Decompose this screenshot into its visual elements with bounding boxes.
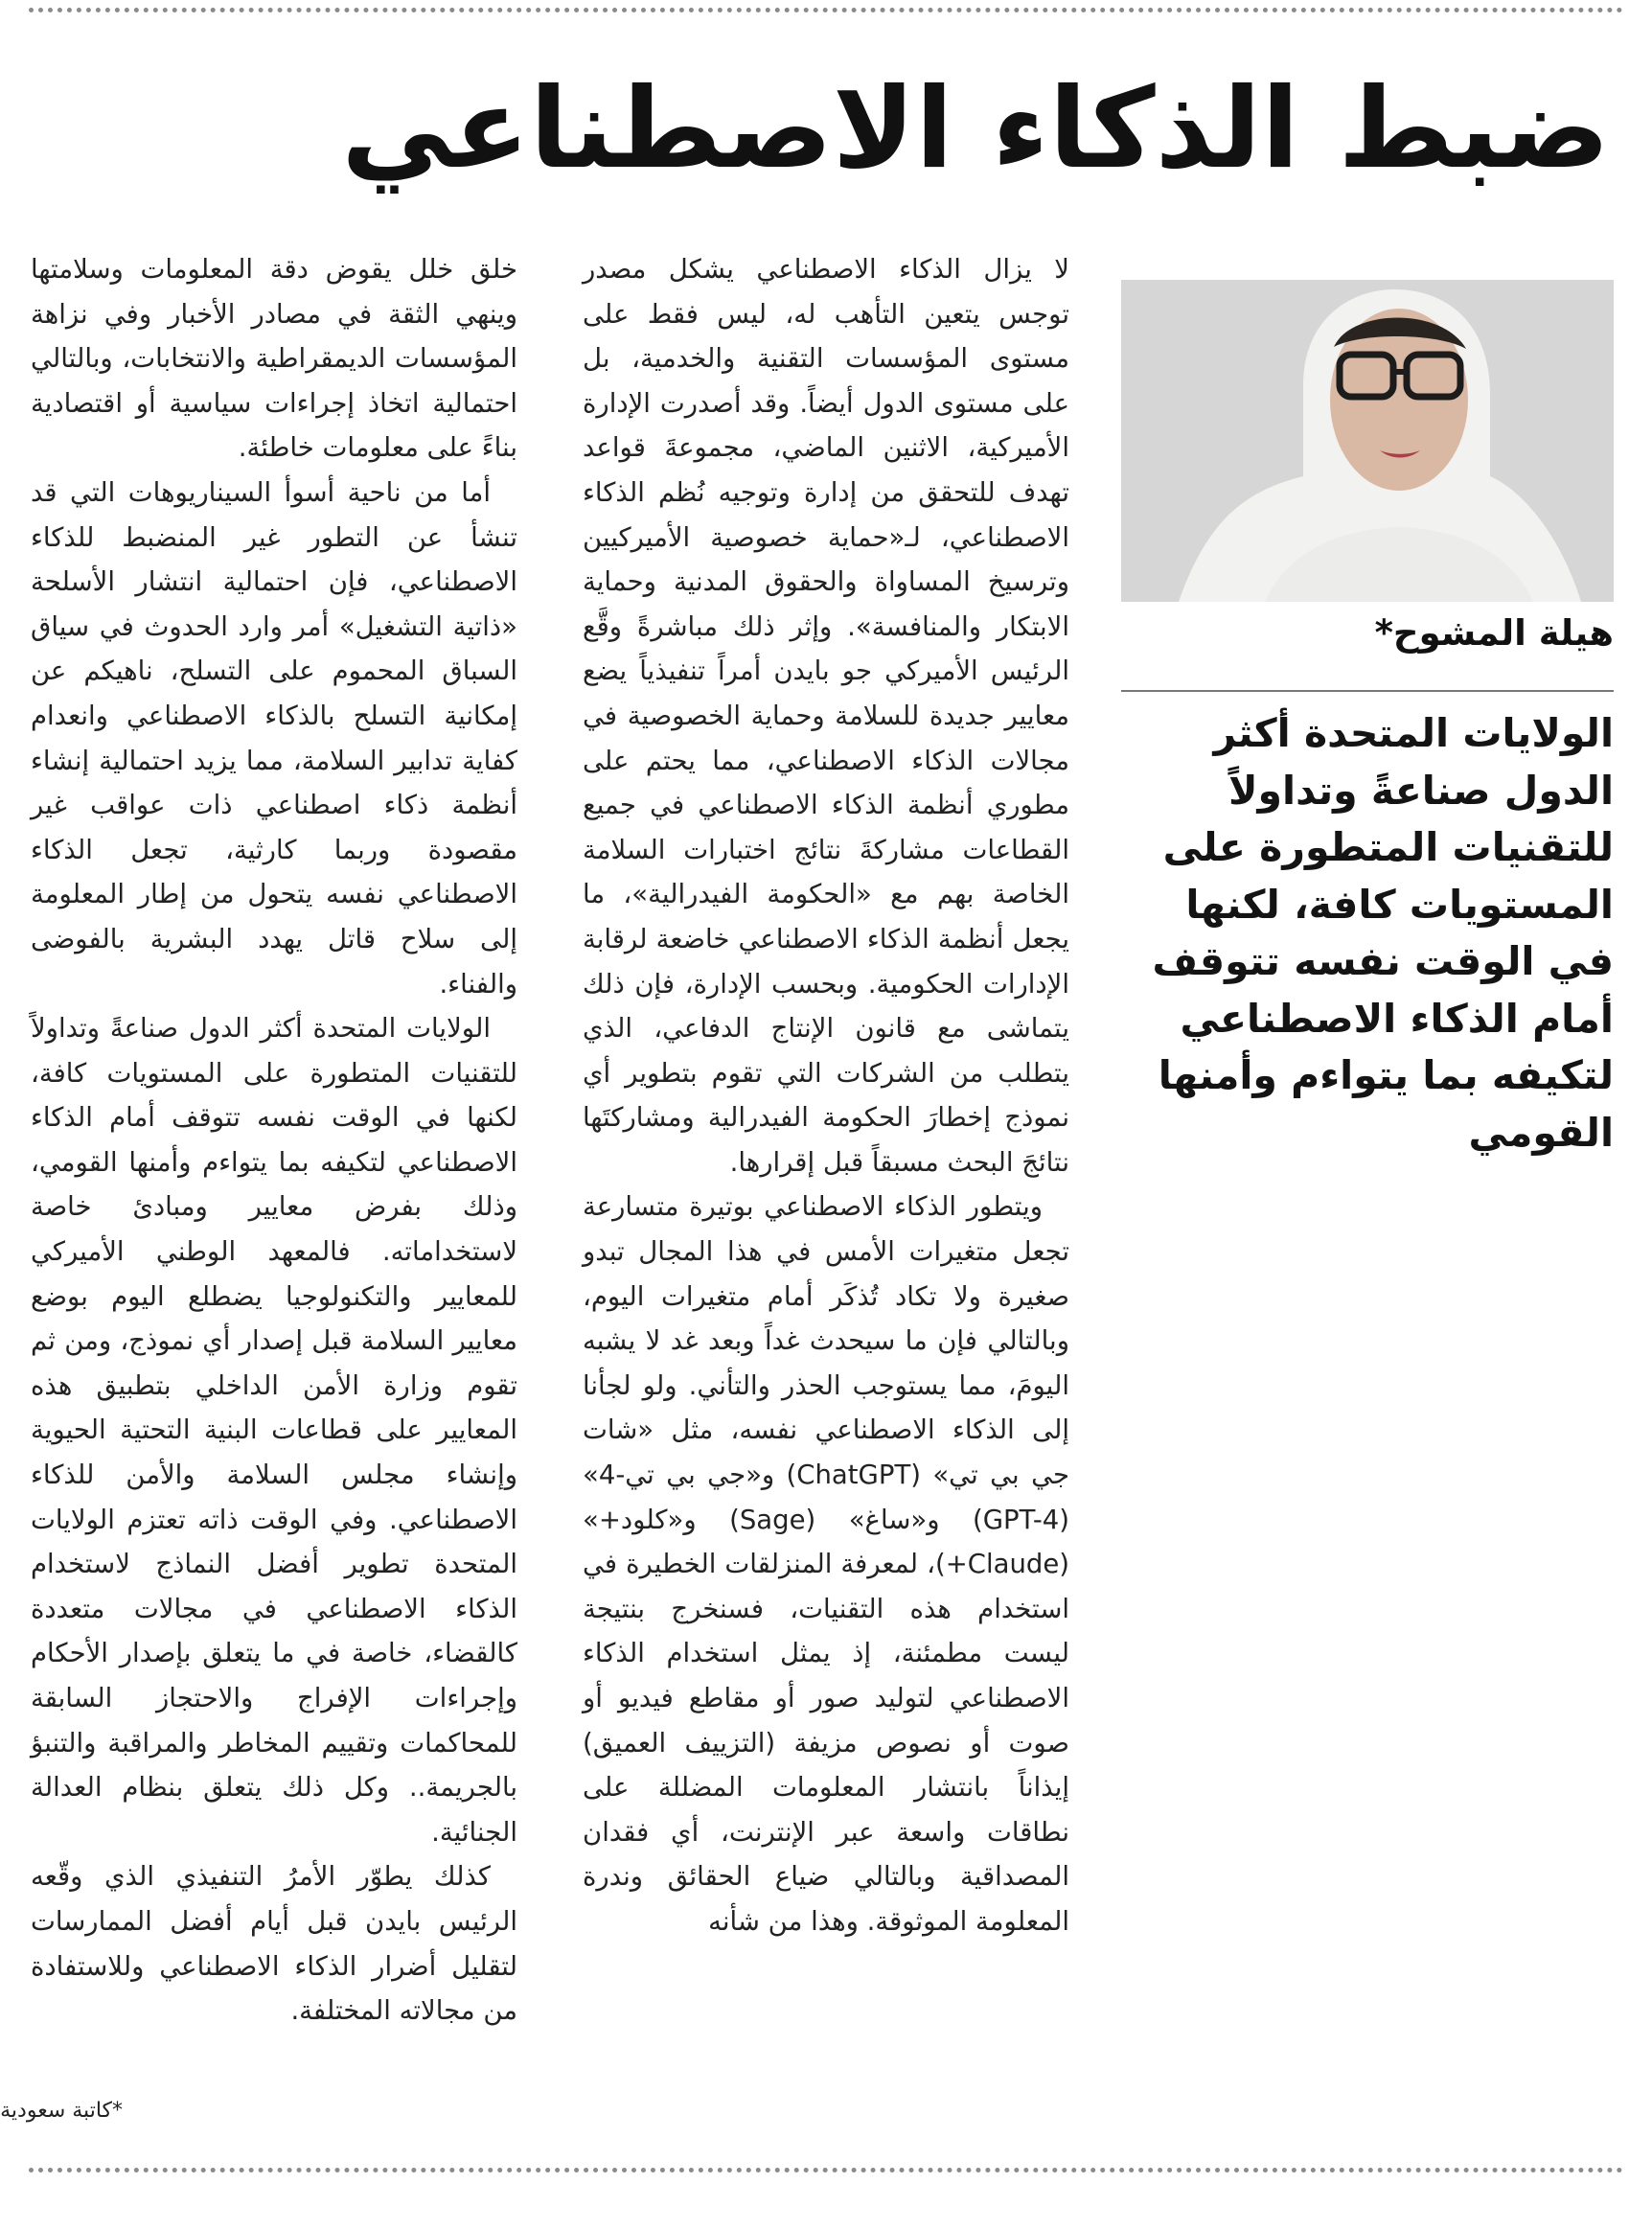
- article-paragraph: أما من ناحية أسوأ السيناريوهات التي قد تنشأ عن التطور غير المنضبط للذكاء الاصطناعي، فإن احتمالية انتشار الأسلحة «ذاتية التشغيل» أمر وارد الحدوث في سياق السباق المحموم على التسلح، ناهيكم عن إمكانية التسلح بالذكاء الاصطناعي وانعدام كفاية تدابير السلامة، مما يزيد احتمالية إنشاء أنظمة ذكاء اصطناعي ذات عواقب غير مقصودة وربما كارثية، تجعل الذكاء الاصطناعي نفسه يتحول من إطار المعلومة إلى سلاح قاتل يهدد البشرية بالفوضى والفناء.: [31, 476, 517, 1000]
- bottom-dotted-border: [29, 2168, 1623, 2173]
- article-column-left: [31, 247, 517, 2034]
- article-paragraph: لا يزال الذكاء الاصطناعي يشكل مصدر توجس يتعين التأهب له، ليس فقط على مستوى المؤسسات التقنية والخدمية، بل على مستوى الدول أيضاً. وقد أصدرت الإدارة الأميركية، الاثنين الماضي، مجموعةَ قواعد تهدف للتحقق من إدارة وتوجيه نُظم الذكاء الاصطناعي، لـ«حماية خصوصية الأميركيين وترسيخ المساواة والحقوق المدنية وحماية الابتكار والمنافسة». وإثر ذلك مباشرةً وقَّع الرئيس الأميركي جو بايدن أمراً تنفيذياً يضع معايير جديدة للسلامة وحماية الخصوصية في مجالات الذكاء الاصطناعي، مما يحتم على مطوري أنظمة الذكاء الاصطناعي في جميع القطاعات مشاركةَ نتائج اختبارات السلامة الخاصة بهم مع «الحكومة الفيدرالية»، ما يجعل أنظمة الذكاء الاصطناعي خاضعة لرقابة الإدارات الحكومية. وبحسب الإدارة، فإن ذلك يتماشى مع قانون الإنتاج الدفاعي، الذي يتطلب من الشركات التي تقوم بتطوير أي نموذج إخطارَ الحكومة الفيدرالية ومشاركتَها نتائجَ البحث مسبقاً قبل إقرارها.: [583, 254, 1069, 1178]
- article-paragraph: كذلك يطوّر الأمرُ التنفيذي الذي وقّعه الرئيس بايدن قبل أيام أفضل الممارسات لتقليل أضرار الذكاء الاصطناعي وللاستفادة من مجالاته المختلفة.: [31, 1861, 517, 2027]
- author-name: هيلة المشوح*: [1374, 612, 1614, 654]
- article-paragraph: الولايات المتحدة أكثر الدول صناعةً وتداولاً للتقنيات المتطورة على المستويات كافة، لكنها في الوقت نفسه تتوقف أمام الذكاء الاصطناعي لتكيفه بما يتواءم وأمنها القومي، وذلك بفرض معايير ومبادئ خاصة لاستخداماته. فالمعهد الوطني الأميركي للمعايير والتكنولوجيا يضطلع اليوم بوضع معايير السلامة قبل إصدار أي نموذج، ومن ثم تقوم وزارة الأمن الداخلي بتطبيق هذه المعايير على قطاعات البنية التحتية الحيوية وإنشاء مجلس السلامة والأمن للذكاء الاصطناعي. وفي الوقت ذاته تعتزم الولايات المتحدة تطوير أفضل النماذج لاستخدام الذكاء الاصطناعي في مجالات متعددة كالقضاء، خاصة في ما يتعلق بإصدار الأحكام وإجراءات الإفراج والاحتجاز السابقة للمحاكمات وتقييم المخاطر والمراقبة والتنبؤ بالجريمة.. وكل ذلك يتعلق بنظام العدالة الجنائية.: [31, 1013, 517, 1848]
- article-headline: ضبط الذكاء الاصطناعي: [341, 64, 1610, 194]
- article-column-middle: [583, 247, 1069, 1944]
- top-dotted-border: [29, 8, 1623, 12]
- author-divider: [1121, 690, 1614, 692]
- pull-quote: الولايات المتحدة أكثر الدول صناعةً وتداولاً للتقنيات المتطورة على المستويات كافة، لكنها في الوقت نفسه تتوقف أمام الذكاء الاصطناعي لتكيفه بما يتواءم وأمنها القومي: [1152, 710, 1614, 1156]
- author-portrait-icon: [1121, 280, 1614, 602]
- author-portrait-image: [1121, 280, 1614, 602]
- article-paragraph: خلق خلل يقوض دقة المعلومات وسلامتها وينهي الثقة في مصادر الأخبار وفي نزاهة المؤسسات الديمقراطية والانتخابات، وبالتالي احتمالية اتخاذ إجراءات سياسية أو اقتصادية بناءً على معلومات خاطئة.: [31, 254, 517, 464]
- article-paragraph: ويتطور الذكاء الاصطناعي بوتيرة متسارعة تجعل متغيرات الأمس في هذا المجال تبدو صغيرة ولا تكاد تُذكَر أمام متغيرات اليوم، وبالتالي فإن ما سيحدث غداً وبعد غد لا يشبه اليومَ، مما يستوجب الحذر والتأني. ولو لجأنا إلى الذكاء الاصطناعي نفسه، مثل «شات جي بي تي» (ChatGPT) و«جي بي تي-4» (GPT-4) و«ساغ» (Sage) و«كلود+» (Claude+)، لمعرفة المنزلقات الخطيرة في استخدام هذه التقنيات، فسنخرج بنتيجة ليست مطمئنة، إذ يمثل استخدام الذكاء الاصطناعي لتوليد صور أو مقاطع فيديو أو صوت أو نصوص مزيفة (التزييف العميق) إيذاناً بانتشار المعلومات المضللة على نطاقات واسعة عبر الإنترنت، أي فقدان المصداقية وبالتالي ضياع الحقائق وندرة المعلومة الموثوقة. وهذا من شأنه: [583, 1191, 1070, 1937]
- author-footnote: *كاتبة سعودية: [0, 2099, 123, 2123]
